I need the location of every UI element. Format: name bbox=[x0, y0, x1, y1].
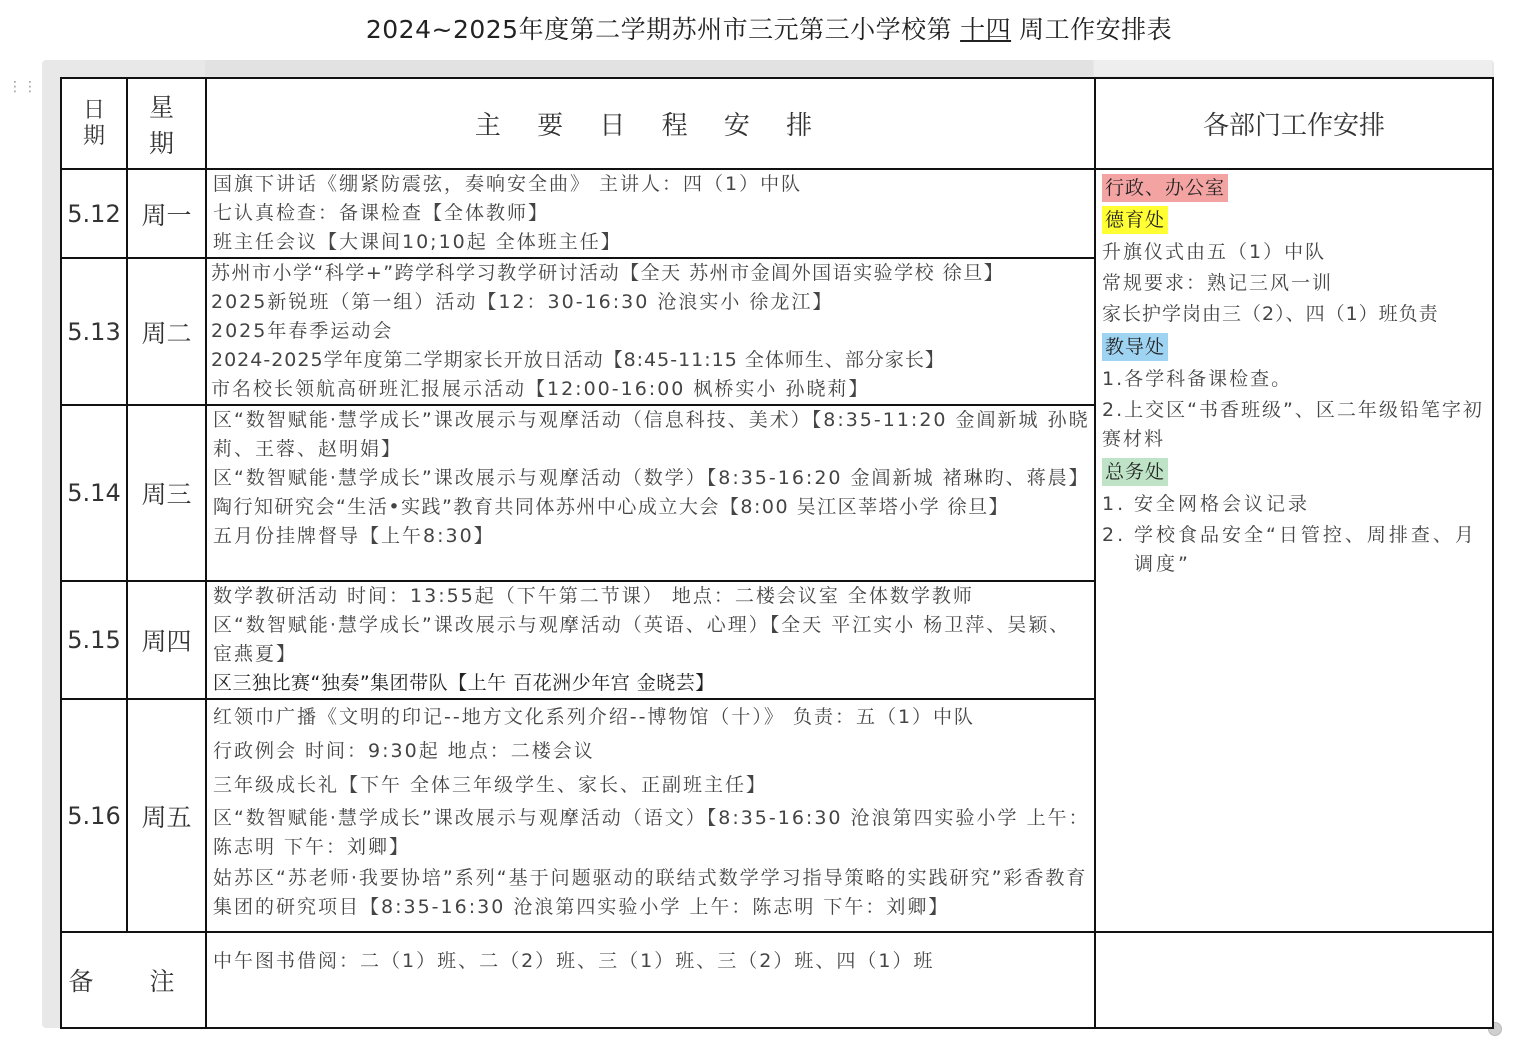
schedule-item: 国旗下讲话《绷紧防震弦，奏响安全曲》 主讲人：四（1）中队 bbox=[213, 173, 803, 195]
schedule-cell[interactable] bbox=[206, 169, 1095, 258]
page-title bbox=[0, 10, 1538, 46]
dept-label-moral: 德育处 bbox=[1102, 206, 1168, 234]
dept-label-general: 总务处 bbox=[1102, 458, 1168, 486]
schedule-item: 区“数智赋能·慧学成长”课改展示与观摩活动（英语、心理）【全天 平江实小 杨卫萍、吴颖、宦燕夏】 bbox=[213, 614, 1071, 665]
schedule-item: 姑苏区“苏老师·我要协培”系列“基于问题驱动的联结式数学学习指导策略的实践研究”彩香教育集团的研究项目【8:35-16:30 沧浪第四实验小学 上午：陈志明 下午：刘卿】 bbox=[213, 867, 1088, 918]
column-resize-bar-right[interactable] bbox=[1094, 60, 1492, 76]
schedule-item: 市名校长领航高研班汇报展示活动【12:00-16:00 枫桥实小 孙晓莉】 bbox=[211, 378, 870, 400]
schedule-item: 七认真检查：备课检查【全体教师】 bbox=[213, 202, 550, 224]
schedule-cell[interactable] bbox=[206, 699, 1095, 932]
header-weekday: 星 期 bbox=[127, 78, 206, 169]
title-prefix: 2024~2025年度第二学期苏州市三元第三小学校第 bbox=[365, 15, 953, 44]
date-cell[interactable]: 5.16 bbox=[61, 699, 127, 932]
schedule-item: 区三独比赛“独奏”集团带队【上午 百花洲少年宫 金晓芸】 bbox=[213, 672, 715, 694]
weekday-cell[interactable]: 周四 bbox=[127, 581, 206, 699]
schedule-item: 2024-2025学年度第二学期家长开放日活动【8:45-11:15 全体师生、部分家长】 bbox=[211, 349, 945, 371]
date-cell[interactable]: 5.13 bbox=[61, 258, 127, 405]
notes-cell[interactable] bbox=[206, 932, 1095, 1028]
notes-row bbox=[61, 932, 1493, 1028]
weekday-cell[interactable]: 周二 bbox=[127, 258, 206, 405]
date-cell[interactable]: 5.15 bbox=[61, 581, 127, 699]
notes-text: 中午图书借阅：二（1）班、二（2）班、三（1）班、三（2）班、四（1）班 bbox=[213, 950, 935, 972]
weekday-cell[interactable]: 周一 bbox=[127, 169, 206, 258]
schedule-item: 苏州市小学“科学+”跨学科学习教学研讨活动【全天 苏州市金阊外国语实验学校 徐旦】 bbox=[211, 262, 1005, 284]
schedule-item: 红领巾广播《文明的印记--地方文化系列介绍--博物馆（十）》 负责：五（1）中队 bbox=[213, 706, 976, 728]
dept-line: 升旗仪式由五（1）中队 bbox=[1102, 241, 1327, 263]
header-departments: 各部门工作安排 bbox=[1095, 78, 1493, 169]
schedule-item: 区“数智赋能·慧学成长”课改展示与观摩活动（信息科技、美术）【8:35-11:20 金阊新城 孙晓莉、王蓉、赵明娟】 bbox=[213, 409, 1090, 460]
dept-line: 常规要求：熟记三风一训 bbox=[1102, 272, 1334, 294]
general-list bbox=[1102, 490, 1486, 579]
schedule-item: 2025新锐班（第一组）活动【12：30-16:30 沧浪实小 徐龙江】 bbox=[211, 291, 834, 313]
schedule-cell[interactable] bbox=[206, 258, 1095, 405]
schedule-item: 区“数智赋能·慧学成长”课改展示与观摩活动（数学）【8:35-16:20 金阊新城 褚琳昀、蒋晨】 bbox=[213, 467, 1090, 489]
dept-label-admin: 行政、办公室 bbox=[1102, 174, 1228, 202]
table-row bbox=[61, 169, 1493, 258]
schedule-item: 班主任会议【大课间10;10起 全体班主任】 bbox=[213, 231, 622, 253]
schedule-cell[interactable] bbox=[206, 405, 1095, 581]
header-row bbox=[61, 78, 1493, 169]
column-resize-bar[interactable] bbox=[205, 60, 1093, 76]
schedule-table bbox=[60, 77, 1494, 1029]
schedule-item: 区“数智赋能·慧学成长”课改展示与观摩活动（语文）【8:35-16:30 沧浪第四实验小学 上午：陈志明 下午：刘卿】 bbox=[213, 807, 1090, 858]
weekday-cell[interactable]: 周三 bbox=[127, 405, 206, 581]
schedule-item: 数学教研活动 时间：13:55起（下午第二节课） 地点：二楼会议室 全体数学教师 bbox=[213, 585, 974, 607]
date-cell[interactable]: 5.14 bbox=[61, 405, 127, 581]
weekday-cell[interactable]: 周五 bbox=[127, 699, 206, 932]
dept-line: 家长护学岗由三（2）、四（1）班负责 bbox=[1102, 303, 1439, 325]
title-week-number: 十四 bbox=[960, 15, 1012, 44]
header-main-schedule: 主 要 日 程 安 排 bbox=[206, 78, 1095, 169]
notes-label[interactable]: 备 注 bbox=[61, 932, 206, 1028]
schedule-item: 2025年春季运动会 bbox=[211, 320, 394, 342]
drag-handle-icon[interactable]: ⋮⋮ bbox=[8, 79, 38, 95]
schedule-cell[interactable] bbox=[206, 581, 1095, 699]
schedule-item: 行政例会 时间：9:30起 地点：二楼会议 bbox=[213, 740, 595, 762]
dept-line: 1.各学科备课检查。 bbox=[1102, 368, 1293, 390]
list-item: 1. 安全网格会议记录 bbox=[1102, 493, 1311, 515]
title-suffix: 周工作安排表 bbox=[1019, 15, 1173, 44]
schedule-item: 三年级成长礼【下午 全体三年级学生、家长、正副班主任】 bbox=[213, 774, 768, 796]
schedule-item: 五月份挂牌督导【上午8:30】 bbox=[213, 525, 495, 547]
dept-line: 2.上交区“书香班级”、区二年级铅笔字初赛材料 bbox=[1102, 399, 1484, 450]
notes-dept-cell[interactable] bbox=[1095, 932, 1493, 1028]
departments-cell[interactable] bbox=[1095, 169, 1493, 932]
list-item: 2. 学校食品安全“日管控、周排查、月调度” bbox=[1102, 524, 1477, 575]
schedule-item: 陶行知研究会“生活•实践”教育共同体苏州中心成立大会【8:00 吴江区莘塔小学 徐旦】 bbox=[213, 496, 1010, 518]
header-date: 日 期 bbox=[61, 78, 127, 169]
date-cell[interactable]: 5.12 bbox=[61, 169, 127, 258]
dept-label-teaching: 教导处 bbox=[1102, 333, 1168, 361]
